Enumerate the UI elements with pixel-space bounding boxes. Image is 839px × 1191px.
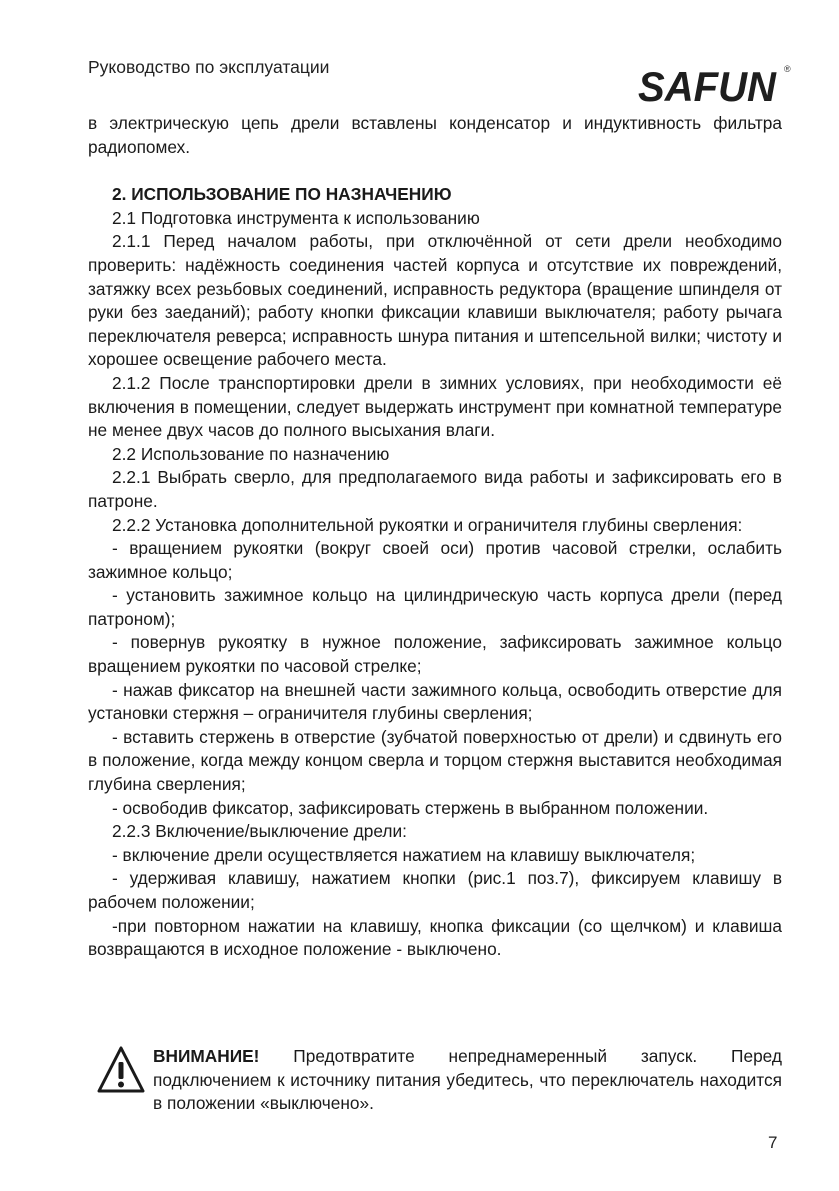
body-text <box>88 112 782 962</box>
header-title: Руководство по эксплуатации <box>88 57 330 77</box>
paragraph: 2.2.2 Установка дополнительной рукоятки и ограничителя глубины сверления: <box>112 514 743 535</box>
paragraph: 2.2.1 Выбрать сверло, для предполагаемого вида работы и зафиксировать его в патроне. <box>88 467 782 511</box>
registered-mark: ® <box>784 64 791 74</box>
safun-logo <box>638 60 796 110</box>
list-item: - установить зажимное кольцо на цилиндрическую часть корпуса дрели (перед патроном); <box>88 585 782 629</box>
warning-label: ВНИМАНИЕ! <box>153 1046 260 1066</box>
page-number: 7 <box>768 1133 778 1152</box>
list-item: - вращением рукоятки (вокруг своей оси) против часовой стрелки, ослабить зажимное кольцо; <box>88 538 782 582</box>
list-item: -при повторном нажатии на клавишу, кнопка фиксации (со щелчком) и клавиша возвращаются в исходное положение - выключено. <box>88 915 782 960</box>
subsection-heading: 2.2.3 Включение/выключение дрели: <box>112 821 407 842</box>
warning-text <box>153 1045 782 1116</box>
list-item: - включение дрели осуществляется нажатием на клавишу выключателя; <box>112 844 696 865</box>
warning-triangle-icon <box>96 1045 146 1095</box>
warning-block <box>96 1045 782 1125</box>
section-title: 2. ИСПОЛЬЗОВАНИЕ ПО НАЗНАЧЕНИЮ <box>112 184 452 205</box>
list-item: - нажав фиксатор на внешней части зажимного кольца, освободить отверстие для установки стержня – ограничителя глубины сверления; <box>88 679 782 724</box>
subsection-heading: 2.2 Использование по назначению <box>112 443 390 464</box>
subsection-heading: 2.1 Подготовка инструмента к использованию <box>112 207 480 228</box>
paragraph: 2.1.1 Перед началом работы, при отключённой от сети дрели необходимо проверить: надёжность соединения частей корпуса и отсутствие их повреждений, затяжку всех резьбовых соединений, исправность редуктора (вращение шпинделя от руки без заеданий); работу кнопки фиксации клавиши выключателя; работу рычага переключателя реверса; исправность шнура питания и штепсельной вилки; чистоту и хорошее освещение рабочего места. <box>88 231 782 370</box>
warning-body: Предотвратите непреднамеренный запуск. Перед подключением к источнику питания убедитесь, что переключатель находится в положении «выключено». <box>153 1046 782 1114</box>
list-item: - удерживая клавишу, нажатием кнопки (рис.1 поз.7), фиксируем клавишу в рабочем положении; <box>88 868 782 912</box>
paragraph: 2.1.2 После транспортировки дрели в зимних условиях, при необходимости её включения в помещении, следует выдержать инструмент при комнатной температуре не менее двух часов до полного высыхания влаги. <box>88 372 782 441</box>
list-item: - освободив фиксатор, зафиксировать стержень в выбранном положении. <box>112 797 709 818</box>
list-item: - вставить стержень в отверстие (зубчатой поверхностью от дрели) и сдвинуть его в положение, когда между концом сверла и торцом стержня выставится необходимая глубина сверления; <box>88 726 782 795</box>
list-item: - повернув рукоятку в нужное положение, зафиксировать зажимное кольцо вращением рукоятки по часовой стрелке; <box>88 632 782 677</box>
logo-text: SAFUN <box>638 63 778 110</box>
intro-paragraph: в электрическую цепь дрели вставлены конденсатор и индуктивность фильтра радиопомех. <box>88 113 782 157</box>
